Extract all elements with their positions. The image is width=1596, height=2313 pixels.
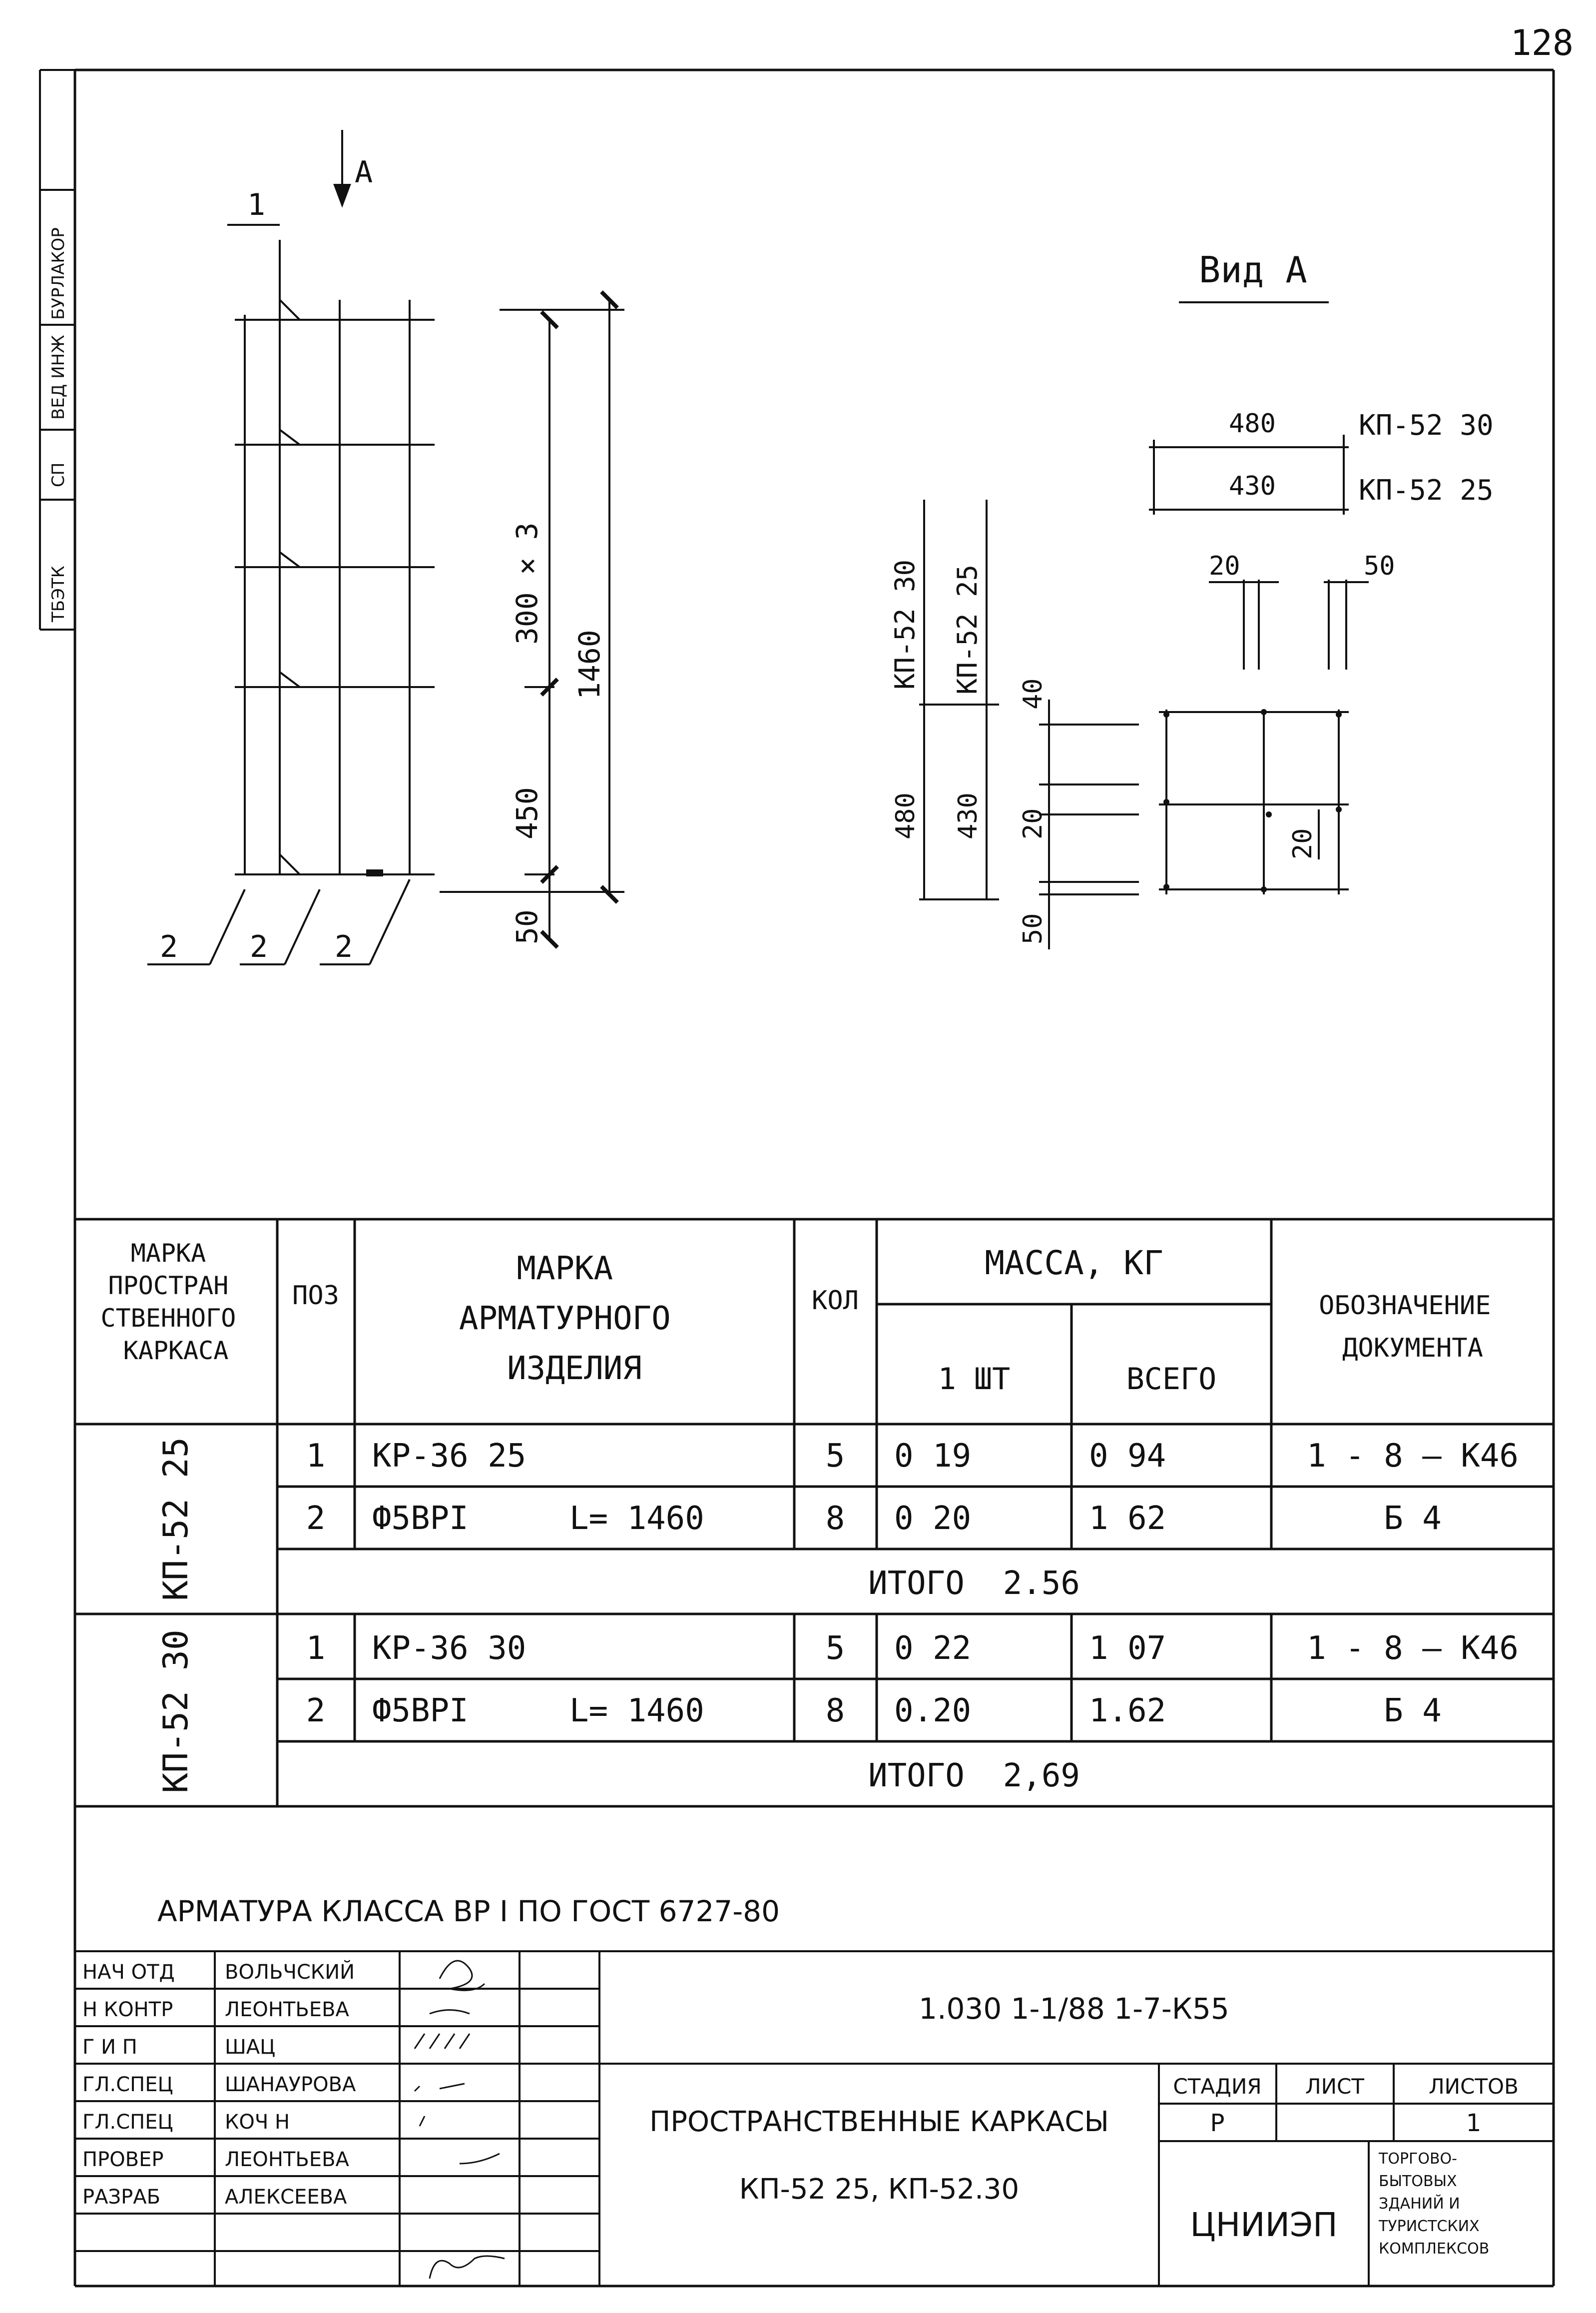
role-row <box>82 2073 356 2096</box>
cell-doc: 1 - 8 — К46 <box>1307 1438 1519 1475</box>
cell-mass-one: 0 20 <box>894 1500 972 1537</box>
table-row <box>306 1438 1519 1475</box>
org-desc-3: ЗДАНИЙ И <box>1379 2195 1460 2213</box>
cell-doc: Б 4 <box>1384 1500 1442 1537</box>
hdr-karkas-4: КАРКАСА <box>123 1336 229 1365</box>
page-number: 128 <box>1510 22 1574 63</box>
elevation-drawing <box>147 130 624 964</box>
dim-450: 450 <box>510 787 544 839</box>
spec-table <box>75 1219 1554 1806</box>
role-name: АЛЕКСЕЕВА <box>225 2186 347 2209</box>
role-row <box>82 2111 290 2134</box>
stage-value: Р <box>1210 2109 1225 2137</box>
dim-300x3: 300 × 3 <box>510 522 544 645</box>
org-desc-4: ТУРИСТСКИХ <box>1379 2218 1480 2235</box>
view-a-h40: 40 <box>1018 678 1048 710</box>
pos1-label: 1 <box>247 187 266 222</box>
hdr-karkas-2: ПРОСТРАН <box>108 1271 229 1300</box>
group-2-total: ИТОГО 2,69 <box>868 1757 1080 1794</box>
role-row <box>82 2148 350 2171</box>
view-a-kp5230: КП-52 30 <box>1359 409 1494 442</box>
view-a-h20: 20 <box>1018 808 1048 839</box>
role-row <box>82 2036 275 2059</box>
view-a-w430: 430 <box>1229 471 1276 501</box>
left-stamp <box>40 70 75 630</box>
cell-mass-one: 0 22 <box>894 1630 972 1667</box>
role-title: НАЧ ОТД <box>82 1961 175 1984</box>
hdr-one: 1 ШТ <box>938 1362 1011 1397</box>
role-row <box>82 1998 350 2021</box>
role-title: ГЛ.СПЕЦ <box>82 2111 173 2134</box>
cell-mass-one: 0 19 <box>894 1438 972 1475</box>
sheets-value: 1 <box>1466 2109 1482 2137</box>
cell-poz: 1 <box>306 1438 326 1475</box>
role-name: ЛЕОНТЬЕВА <box>225 1998 349 2021</box>
svg-text:ТОРГОВО- БЫТОВЫХ З <box>1378 2150 1489 2258</box>
org-desc-5: КОМПЛЕКСОВ <box>1379 2240 1490 2258</box>
signature-marks <box>415 1961 505 2279</box>
pos2-label-2: 2 <box>250 929 268 964</box>
view-a-kp5225-vert: КП-52 25 <box>952 564 983 695</box>
stamp-label-2: ВЕД ИНЖ <box>48 335 68 420</box>
group-2-name: КП-52 30 <box>156 1629 196 1793</box>
view-a-d20: 20 <box>1209 551 1240 581</box>
rebar-note: АРМАТУРА КЛАССА ВР I ПО ГОСТ 6727-80 <box>157 1894 780 1928</box>
hdr-izd-1: МАРКА <box>517 1250 613 1287</box>
dim-1460: 1460 <box>572 630 606 700</box>
cell-mass-all: 1 62 <box>1089 1500 1166 1537</box>
cell-poz: 2 <box>306 1692 326 1729</box>
cell-mass-all: 1 07 <box>1089 1630 1166 1667</box>
group-1-name: КП-52 25 <box>156 1437 196 1601</box>
pos2-label-1: 2 <box>160 929 178 964</box>
section-mark: А <box>355 155 373 190</box>
hdr-oboz-1: ОБОЗНАЧЕНИЕ <box>1319 1291 1491 1321</box>
org-desc-2: БЫТОВЫХ <box>1379 2173 1457 2190</box>
hdr-kol: КОЛ <box>812 1286 859 1316</box>
dim-50: 50 <box>510 909 544 944</box>
hdr-karkas-3: СТВЕННОГО <box>100 1304 236 1333</box>
view-a-kp5225: КП-52 25 <box>1359 474 1494 507</box>
table-row <box>306 1630 1519 1667</box>
view-a-r20: 20 <box>1288 828 1318 859</box>
view-a <box>889 249 1494 949</box>
cell-poz: 1 <box>306 1630 326 1667</box>
stage-label: СТАДИЯ <box>1173 2074 1262 2099</box>
cell-mass-all: 1.62 <box>1089 1692 1166 1729</box>
role-name: ВОЛЬЧСКИЙ <box>225 1961 355 1984</box>
cell-poz: 2 <box>306 1500 326 1537</box>
org-name: ЦНИИЭП <box>1190 2206 1338 2244</box>
org-desc-1: ТОРГОВО- <box>1379 2150 1457 2168</box>
svg-text:МАРКА АРМАТУРНОГО <box>459 1250 690 1387</box>
role-name: ЛЕОНТЬЕВА <box>225 2148 349 2171</box>
cell-doc: Б 4 <box>1384 1692 1442 1729</box>
pos2-label-3: 2 <box>335 929 353 964</box>
svg-text:ОБОЗНАЧЕНИЕ ДОКУМЕНТА <box>1319 1291 1507 1363</box>
role-title: Г И П <box>82 2036 137 2059</box>
doc-code: 1.030 1-1/88 1-7-К55 <box>919 1992 1229 2026</box>
group-1-total: ИТОГО 2.56 <box>868 1565 1080 1602</box>
cell-mark: КР-36 25 <box>372 1438 527 1475</box>
stamp-label-3: СП <box>48 462 68 487</box>
hdr-poz: ПОЗ <box>292 1281 339 1311</box>
cell-mass-all: 0 94 <box>1089 1438 1166 1475</box>
cell-kol: 8 <box>825 1500 845 1537</box>
cell-kol: 5 <box>825 1438 845 1475</box>
view-a-h50: 50 <box>1018 913 1048 944</box>
cell-mark: КР-36 30 <box>372 1630 527 1667</box>
role-name: ШАНАУРОВА <box>225 2073 356 2096</box>
sheet-title-1: ПРОСТРАНСТВЕННЫЕ КАРКАСЫ <box>649 2106 1109 2138</box>
role-title: ГЛ.СПЕЦ <box>82 2073 173 2096</box>
view-a-title: Вид А <box>1199 249 1307 291</box>
view-a-d50: 50 <box>1364 551 1395 581</box>
sheet-label: ЛИСТ <box>1305 2074 1364 2099</box>
cell-mark: Ф5ВРI <box>372 1692 469 1729</box>
role-title: РАЗРАБ <box>82 2186 161 2209</box>
role-title: Н КОНТР <box>82 1998 173 2021</box>
role-row <box>82 1960 355 1984</box>
cell-kol: 5 <box>825 1630 845 1667</box>
cell-doc: 1 - 8 — К46 <box>1307 1630 1519 1667</box>
view-a-w480: 480 <box>1229 409 1276 439</box>
role-name: КОЧ Н <box>225 2111 290 2134</box>
hdr-karkas-1: МАРКА <box>130 1239 206 1268</box>
hdr-izd-3: ИЗДЕЛИЯ <box>507 1350 642 1387</box>
svg-text:МАРКА ПРОСТРАН СТВ <box>100 1239 251 1365</box>
cell-length: L= 1460 <box>569 1692 704 1729</box>
role-name: ШАЦ <box>225 2036 276 2059</box>
role-title: ПРОВЕР <box>82 2148 164 2171</box>
cell-mass-one: 0.20 <box>894 1692 972 1729</box>
hdr-oboz-2: ДОКУМЕНТА <box>1342 1333 1483 1363</box>
stamp-label-1: БУРЛАКОР <box>48 227 68 320</box>
sheet-title-2: КП-52 25, КП-52.30 <box>739 2173 1020 2206</box>
hdr-massa: МАССА, КГ <box>985 1244 1163 1282</box>
title-block <box>75 1951 1554 2286</box>
view-a-h480: 480 <box>891 792 921 839</box>
cell-kol: 8 <box>825 1692 845 1729</box>
cell-mark: Ф5ВРI <box>372 1500 469 1537</box>
sheets-label: ЛИСТОВ <box>1429 2074 1519 2099</box>
hdr-vsego: ВСЕГО <box>1126 1362 1217 1397</box>
view-a-h430: 430 <box>953 792 983 839</box>
hdr-izd-2: АРМАТУРНОГО <box>459 1300 671 1337</box>
stamp-label-4: ТБЭТК <box>48 566 68 622</box>
view-a-kp5230-vert: КП-52 30 <box>889 559 921 690</box>
cell-length: L= 1460 <box>569 1500 704 1537</box>
sheet-frame <box>75 70 1554 2286</box>
